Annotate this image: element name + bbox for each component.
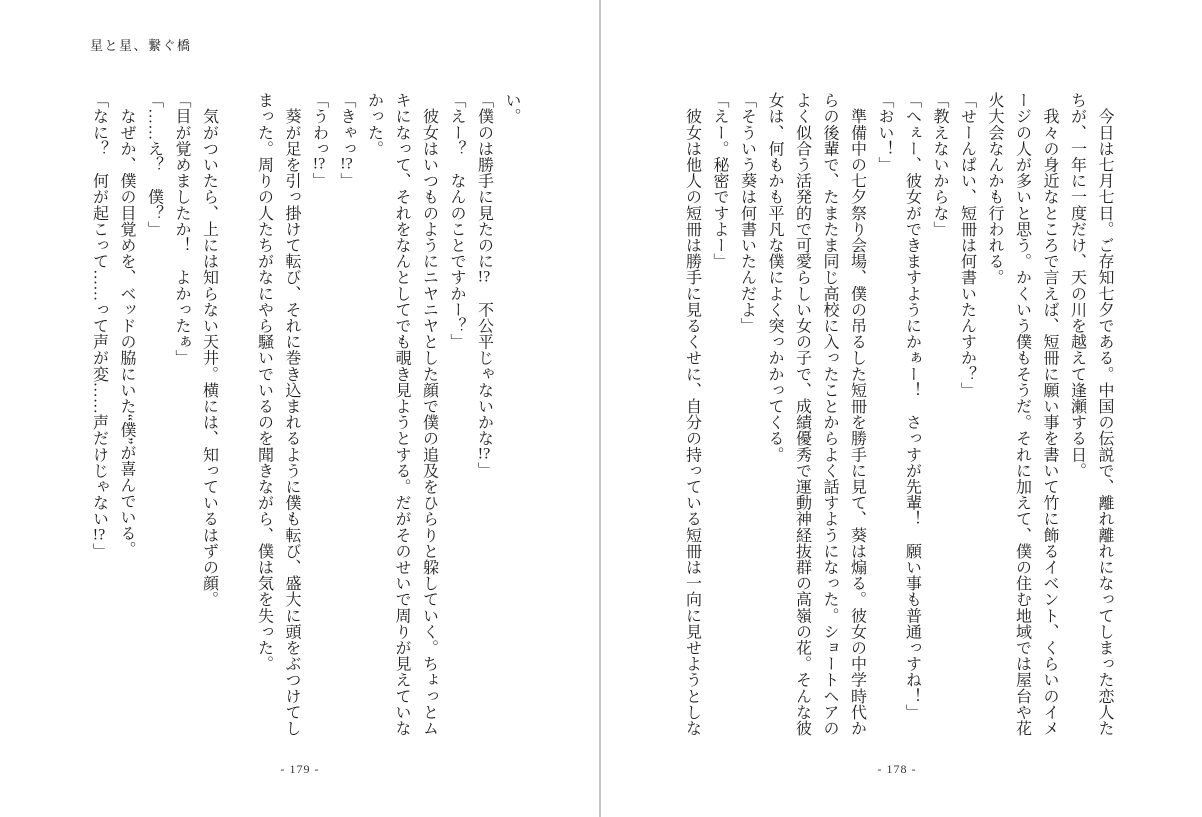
upright-punctuation: !?: [477, 446, 491, 463]
text-line: 「おい！」: [876, 92, 893, 173]
text-line: 「きゃっ!?」: [338, 92, 355, 189]
text-line: 「うわっ!?」: [310, 92, 328, 189]
text-line: 「僕のは勝手に見たのに!? 不公平じゃないかな!?」: [475, 92, 493, 479]
text-line: 火大会なんかも行われる。: [986, 92, 1003, 286]
page-178-body: [678, 92, 1118, 752]
text-line: 「目が覚めましたか！ よかったぁ」: [173, 92, 190, 366]
text-line: 今日は七月七日。ご存知七夕である。中国の伝説で、離れ離れになってしまった恋人た: [1096, 92, 1113, 736]
text-line: い。: [503, 92, 520, 125]
text-line: かった。: [365, 92, 383, 157]
running-title: 星と星、繋ぐ橋: [90, 38, 192, 53]
text-line: 女は、何もかも平凡な僕によく突っかかってくる。: [766, 92, 783, 463]
text-line: 「へぇー、彼女ができますようにかぁー！ さっすが先輩！ 願い事も普通っすね！」: [903, 92, 921, 720]
text-line: 気がついたら、上には知らない天井。横には、知っているはずの顔。: [200, 92, 218, 608]
text-line: 我々の身近なところで言えば、短冊に願い事を書いて竹に飾るイベント、くらいのイメ: [1041, 92, 1058, 736]
text-line: 「えー。秘密ですよー」: [711, 92, 728, 270]
upright-punctuation: !?: [312, 156, 326, 173]
text-line: なぜか、僕の目覚めを、ベッドの脇にいた“僕”が喜んでいる。: [118, 92, 135, 558]
text-line: 「えー？ なんのことですかー？」: [448, 92, 465, 350]
text-line: 「なに？ 何が起こって……って声が変……声だけじゃない!?」: [90, 92, 108, 559]
scene-break: [223, 92, 251, 752]
page-179: [0, 0, 599, 817]
text-line: 「そういう葵は何書いたんだよ」: [738, 92, 756, 334]
text-line: 「教えないからな」: [931, 92, 948, 237]
text-line: ちが、一年に一度だけ、天の川を越えて逢瀬する日。: [1068, 92, 1086, 479]
text-line: 彼女は他人の短冊は勝手に見るくせに、自分の持っている短冊は一向に見せようとしな: [683, 92, 701, 736]
page-179-body: [85, 92, 525, 752]
page-number: - 178 -: [877, 762, 917, 776]
text-line: 「せーんぱい、短冊は何書いたんすか？」: [958, 92, 976, 398]
text-line: よく似合う活発的で可愛らしい女の子で、成績優秀で運動神経抜群の高嶺の花。そんな彼: [793, 92, 811, 736]
text-line: 葵が足を引っ掛けて転び、それに巻き込まれるように僕も転び、盛大に頭をぶつけてし: [283, 92, 300, 736]
page-number: - 179 -: [280, 762, 320, 776]
text-line: キになって、それをなんとしてでも覗き見ようとする。だがそのせいで周りが見えていな: [393, 92, 410, 736]
text-line: ージの人が多いと思う。かくいう僕もそうだ。それに加えて、僕の住む地域では屋台や花: [1013, 92, 1031, 736]
upright-punctuation: !?: [477, 269, 491, 286]
text-line: 彼女はいつものようにニヤニヤとした顔で僕の追及をひらりと躱していく。ちょっとム: [420, 92, 438, 736]
upright-punctuation: !?: [340, 156, 353, 173]
text-line: 「……え？ 僕？」: [145, 92, 163, 237]
text-line: まった。周りの人たちがなにやら騒いでいるのを聞きながら、僕は気を失った。: [255, 92, 273, 672]
text-line: らの後輩で、たまたま同じ高校に入ったことからよく話すようになった。ショートヘアの: [821, 92, 838, 736]
upright-punctuation: !?: [92, 526, 106, 543]
text-line: 準備中の七夕祭り会場、僕の吊るした短冊を勝手に見て、葵は煽る。彼女の中学時代か: [848, 92, 866, 736]
